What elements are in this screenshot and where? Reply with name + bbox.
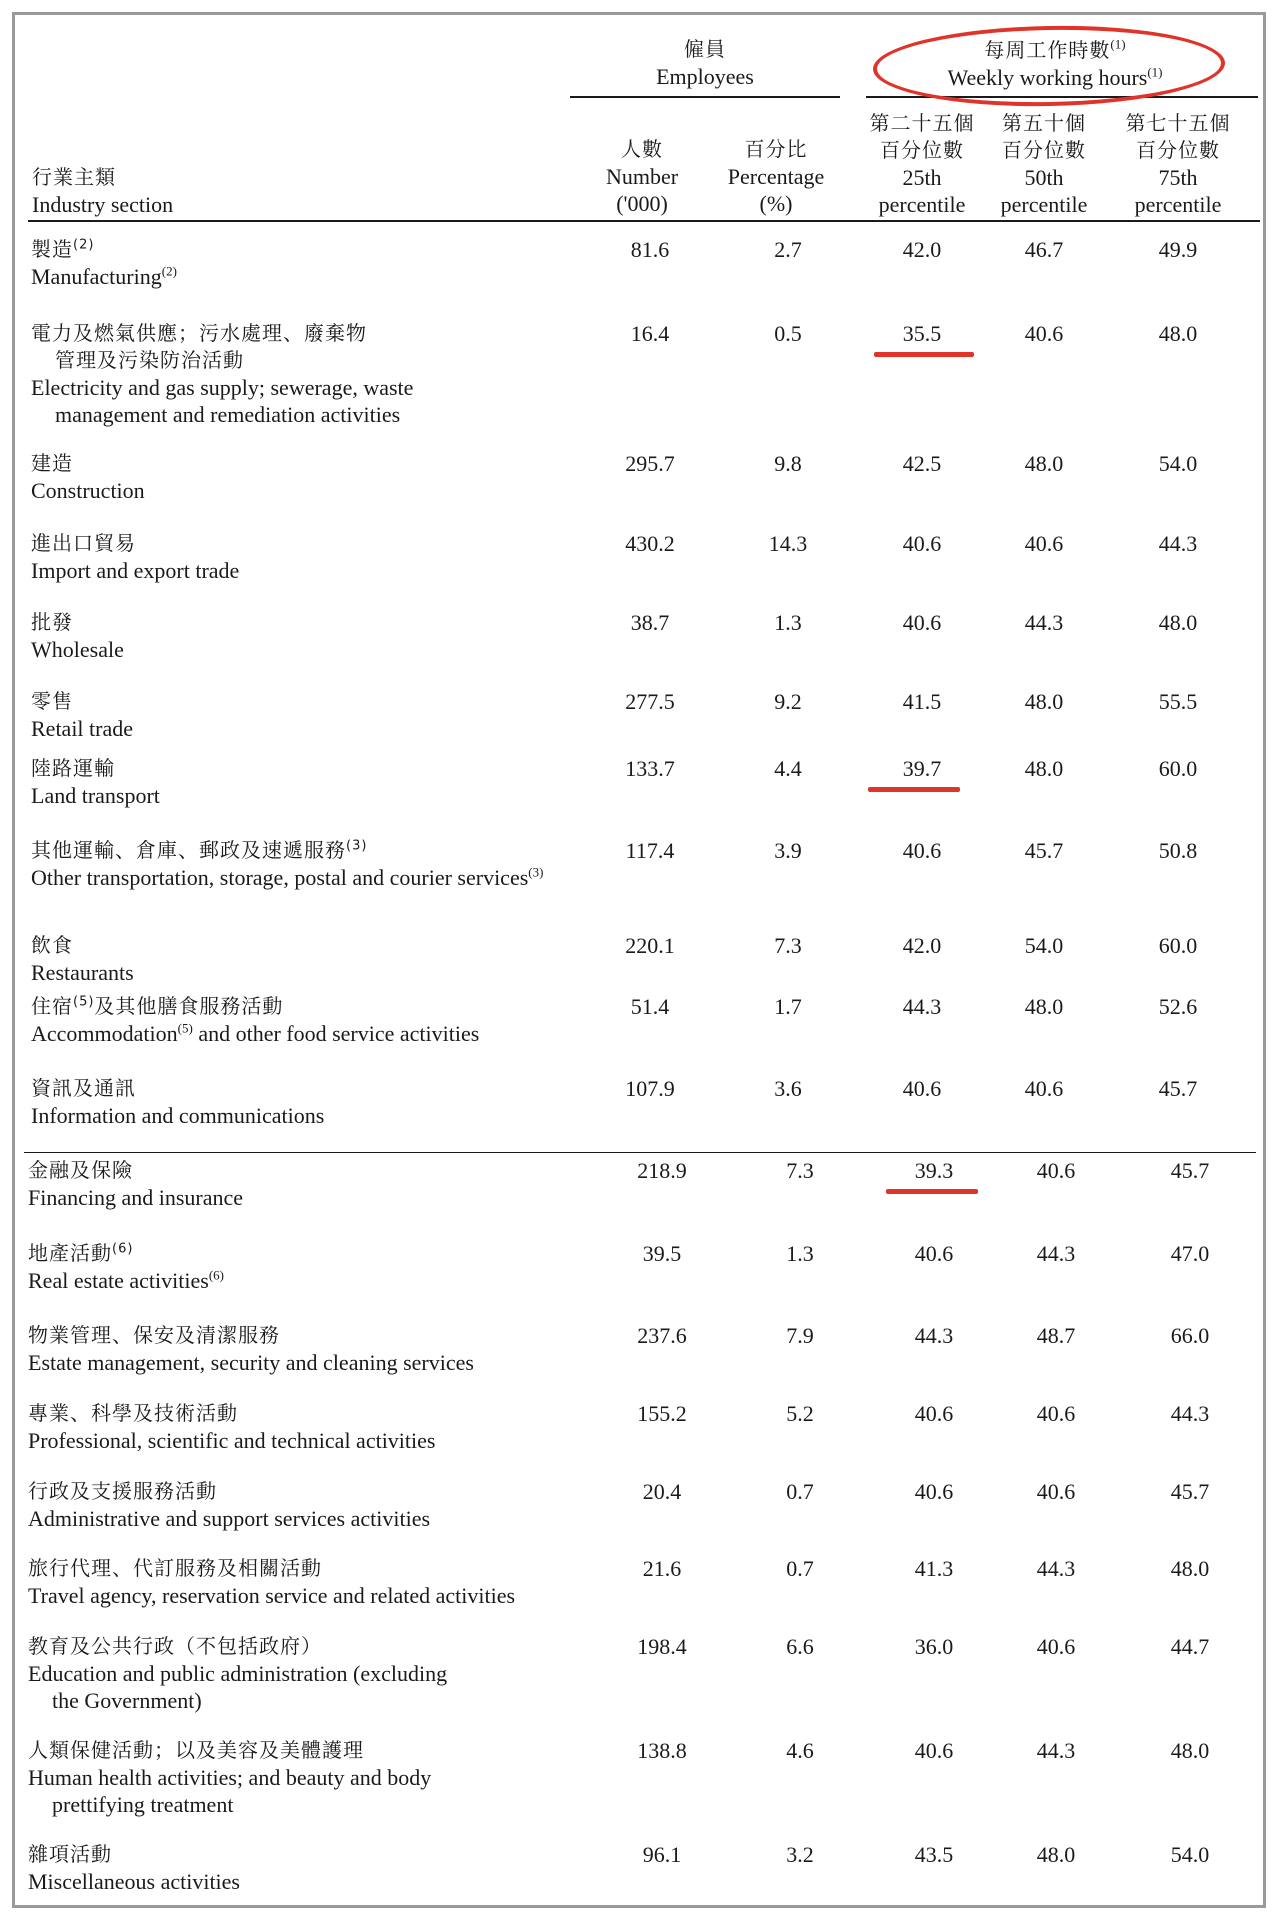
p75-cell: 44.7 [1170, 1634, 1210, 1659]
p25-cell: 40.6 [914, 1479, 954, 1504]
number-header: 人數 Number ('000) [605, 137, 679, 216]
p25-cell: 44.3 [902, 994, 942, 1019]
number-cell: 107.9 [625, 1076, 675, 1101]
number-cell: 237.6 [637, 1323, 687, 1348]
number-cell: 38.7 [630, 610, 670, 635]
industry-label: 金融及保險 Financing and insurance [28, 1158, 244, 1210]
number-cell: 16.4 [630, 321, 670, 346]
red-underline-annotation [868, 787, 960, 792]
p25-cell: 40.6 [914, 1738, 954, 1763]
p50-cell: 45.7 [1024, 838, 1064, 863]
p75-cell: 45.7 [1170, 1158, 1210, 1183]
percentage-cell: 1.3 [774, 610, 802, 635]
percentage-cell: 9.8 [774, 451, 802, 476]
industry-label: 人類保健活動；以及美容及美體護理 Human health activities; and beauty and body prettifying treatment [28, 1738, 432, 1817]
p75-cell: 55.5 [1158, 689, 1198, 714]
percentage-cell: 1.7 [774, 994, 802, 1019]
p50-cell: 40.6 [1024, 531, 1064, 556]
p75-cell: 54.0 [1158, 451, 1198, 476]
percentage-cell: 7.9 [786, 1323, 814, 1348]
p75-cell: 50.8 [1158, 838, 1198, 863]
industry-label: 飲食 Restaurants [31, 933, 134, 985]
p50-cell: 48.0 [1024, 994, 1064, 1019]
number-cell: 430.2 [625, 531, 675, 556]
percentage-cell: 0.5 [774, 321, 802, 346]
p75-cell: 47.0 [1170, 1241, 1210, 1266]
percentage-cell: 7.3 [774, 933, 802, 958]
p50-cell: 40.6 [1024, 1076, 1064, 1101]
industry-label: 住宿$^{(5)}$及其他膳食服務活動 Accommodation$^{(5)}$ and other food service activities [31, 994, 480, 1046]
number-cell: 138.8 [637, 1738, 687, 1763]
p75-cell: 48.0 [1170, 1738, 1210, 1763]
percentage-cell: 9.2 [774, 689, 802, 714]
p75-cell: 54.0 [1170, 1842, 1210, 1867]
number-cell: 133.7 [625, 756, 675, 781]
percentage-cell: 4.6 [786, 1738, 814, 1763]
p50-cell: 44.3 [1036, 1738, 1076, 1763]
p50-cell: 44.3 [1036, 1241, 1076, 1266]
page-frame [12, 12, 1266, 1908]
percentage-cell: 6.6 [786, 1634, 814, 1659]
percentage-cell: 4.4 [774, 756, 802, 781]
p75-cell: 49.9 [1158, 237, 1198, 262]
p50-cell: 40.6 [1036, 1479, 1076, 1504]
industry-label: 資訊及通訊 Information and communications [31, 1076, 325, 1128]
p25-cell: 40.6 [902, 531, 942, 556]
number-cell: 39.5 [642, 1241, 682, 1266]
industry-label: 批發 Wholesale [31, 610, 124, 662]
number-cell: 20.4 [642, 1479, 682, 1504]
p50-cell: 44.3 [1036, 1556, 1076, 1581]
p25-header: 第二十五個 百分位數 25th percentile [869, 111, 975, 217]
p50-cell: 54.0 [1024, 933, 1064, 958]
red-underline-annotation [886, 1189, 978, 1194]
p25-cell: 42.5 [902, 451, 942, 476]
industry-label: 專業、科學及技術活動 Professional, scientific and technical activities [28, 1401, 436, 1453]
number-cell: 81.6 [630, 237, 670, 262]
percentage-cell: 3.2 [786, 1842, 814, 1867]
p50-cell: 44.3 [1024, 610, 1064, 635]
p50-cell: 40.6 [1036, 1158, 1076, 1183]
percentage-cell: 5.2 [786, 1401, 814, 1426]
p25-cell: 39.7 [902, 756, 942, 781]
percentage-cell: 1.3 [786, 1241, 814, 1266]
number-cell: 155.2 [637, 1401, 687, 1426]
p25-cell: 41.3 [914, 1556, 954, 1581]
number-cell: 96.1 [642, 1842, 682, 1867]
p75-cell: 48.0 [1158, 610, 1198, 635]
number-cell: 117.4 [625, 838, 675, 863]
p25-cell: 40.6 [902, 1076, 942, 1101]
p75-cell: 48.0 [1158, 321, 1198, 346]
p25-cell: 43.5 [914, 1842, 954, 1867]
p75-cell: 60.0 [1158, 933, 1198, 958]
industry-label: 其他運輸、倉庫、郵政及速遞服務$^{(3)}$ Other transportation, storage, postal and courier services$^{(3)}$ [31, 838, 544, 890]
p75-cell: 44.3 [1170, 1401, 1210, 1426]
number-cell: 198.4 [637, 1634, 687, 1659]
p25-cell: 36.0 [914, 1634, 954, 1659]
industry-label: 零售 Retail trade [31, 689, 134, 741]
p75-header: 第七十五個 百分位數 75th percentile [1125, 111, 1231, 217]
p50-cell: 48.0 [1024, 756, 1064, 781]
p50-cell: 48.0 [1036, 1842, 1076, 1867]
p75-cell: 44.3 [1158, 531, 1198, 556]
employees-rule [570, 96, 840, 98]
p25-cell: 40.6 [902, 838, 942, 863]
percentage-cell: 14.3 [768, 531, 808, 556]
p50-cell: 40.6 [1024, 321, 1064, 346]
p75-cell: 45.7 [1158, 1076, 1198, 1101]
percentage-cell: 3.6 [774, 1076, 802, 1101]
p75-cell: 48.0 [1170, 1556, 1210, 1581]
industry-section-header: 行業主類 Industry section [32, 165, 174, 217]
industry-label: 地產活動$^{(6)}$ Real estate activities$^{(6)}$ [28, 1241, 224, 1293]
industry-label: 行政及支援服務活動 Administrative and support services activities [28, 1479, 431, 1531]
number-cell: 218.9 [637, 1158, 687, 1183]
percentage-cell: 0.7 [786, 1479, 814, 1504]
employees-header: 僱員 Employees [656, 37, 754, 89]
p75-cell: 52.6 [1158, 994, 1198, 1019]
industry-label: 製造$^{(2)}$ Manufacturing$^{(2)}$ [31, 237, 177, 289]
percentage-cell: 2.7 [774, 237, 802, 262]
section-divider [24, 1152, 1256, 1153]
p50-cell: 48.0 [1024, 689, 1064, 714]
industry-label: 建造 Construction [31, 451, 145, 503]
p75-cell: 60.0 [1158, 756, 1198, 781]
industry-label: 旅行代理、代訂服務及相關活動 Travel agency, reservation service and related activities [28, 1556, 516, 1608]
p50-cell: 48.0 [1024, 451, 1064, 476]
p50-cell: 48.7 [1036, 1323, 1076, 1348]
red-underline-annotation [874, 352, 974, 357]
number-cell: 220.1 [625, 933, 675, 958]
p75-cell: 45.7 [1170, 1479, 1210, 1504]
p75-cell: 66.0 [1170, 1323, 1210, 1348]
p50-header: 第五十個 百分位數 50th percentile [1000, 111, 1088, 217]
percentage-cell: 0.7 [786, 1556, 814, 1581]
p50-cell: 46.7 [1024, 237, 1064, 262]
p25-cell: 35.5 [902, 321, 942, 346]
p25-cell: 44.3 [914, 1323, 954, 1348]
number-cell: 295.7 [625, 451, 675, 476]
percentage-cell: 7.3 [786, 1158, 814, 1183]
industry-label: 雜項活動 Miscellaneous activities [28, 1842, 240, 1894]
percentage-header: 百分比 Percentage (%) [727, 137, 825, 216]
industry-label: 進出口貿易 Import and export trade [31, 531, 240, 583]
industry-label: 陸路運輸 Land transport [31, 756, 160, 808]
number-cell: 277.5 [625, 689, 675, 714]
industry-label: 電力及燃氣供應；污水處理、廢棄物 管理及污染防治活動 Electricity and gas supply; sewerage, waste management and remediation activities [31, 321, 414, 427]
industry-label: 教育及公共行政（不包括政府） Education and public administration (excluding the Government) [28, 1634, 448, 1713]
p50-cell: 40.6 [1036, 1401, 1076, 1426]
p25-cell: 40.6 [914, 1401, 954, 1426]
header-bottom-rule [28, 220, 1260, 222]
p25-cell: 40.6 [902, 610, 942, 635]
percentage-cell: 3.9 [774, 838, 802, 863]
p50-cell: 40.6 [1036, 1634, 1076, 1659]
p25-cell: 42.0 [902, 237, 942, 262]
p25-cell: 41.5 [902, 689, 942, 714]
number-cell: 51.4 [630, 994, 670, 1019]
p25-cell: 40.6 [914, 1241, 954, 1266]
weekly-hours-header: 每周工作時數$^{(1)}$ Weekly working hours$^{(1)}$ [947, 36, 1163, 90]
number-cell: 21.6 [642, 1556, 682, 1581]
p25-cell: 42.0 [902, 933, 942, 958]
industry-label: 物業管理、保安及清潔服務 Estate management, security and cleaning services [28, 1323, 474, 1375]
p25-cell: 39.3 [914, 1158, 954, 1183]
